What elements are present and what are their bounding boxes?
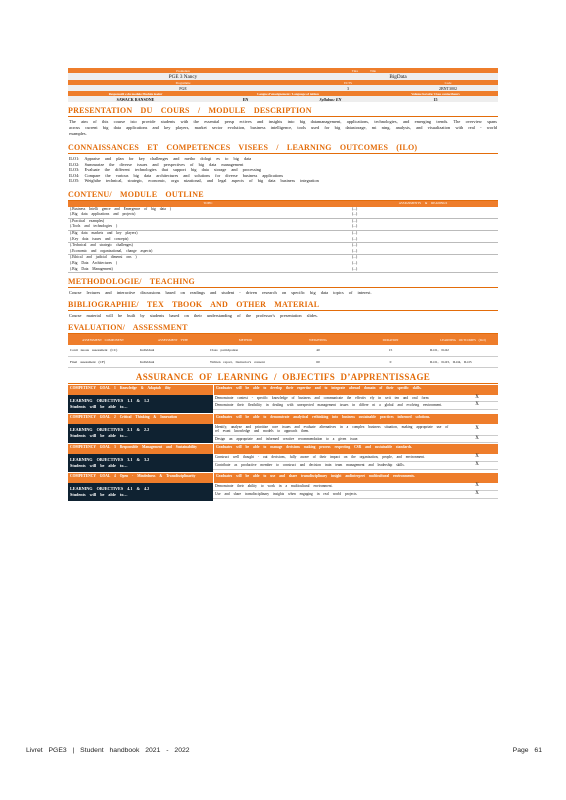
objective-text: Demonstrate their ability to work in a multicultural environment.: [215, 484, 333, 489]
outline-assignment: (...): [352, 248, 358, 253]
code-value: 2BNT3002: [439, 85, 457, 91]
outline-topic: (.Big data applications and projects): [70, 212, 136, 217]
outline-assignment: (...): [352, 230, 358, 235]
learning-objectives-block: [68, 424, 498, 444]
assessment-ilo: ILO1, ILO2: [428, 345, 498, 356]
students-able-to: Students will be able to…: [70, 492, 128, 498]
outline-topic: (.Ethical and judicial dimensi ons ): [70, 255, 137, 260]
outline-assignment: (...): [352, 243, 358, 248]
learning-objectives-block: [68, 483, 498, 501]
methodology-text: Course lectures and interactive discussions based on readings and student - driven research on specific big data topics of interest.: [69, 290, 372, 296]
objective-text: Design an appropriate and informed creative recommendation to a given issue.: [215, 436, 359, 441]
outline-topic: (.Business Intelli gence and Emergence of big data ): [70, 206, 172, 211]
ilo-item: ILO5: Weighthe technical, strategic, economic, orga nizational, and legal aspects of big data business integration: [69, 178, 319, 184]
evaluation-row: [68, 356, 498, 367]
code-label: Code: [444, 80, 452, 85]
objective-check-mark: X: [475, 483, 479, 489]
outline-topic: (.Economic and organizational, change aspects): [70, 248, 153, 253]
ects-value: 3: [347, 85, 349, 91]
competency-goal-title: COMPETENCY GOAL 2 Critical Thinking & Innovation: [68, 414, 213, 424]
component-header: ASSESSMENT COMPONENT: [68, 334, 138, 345]
objective-row: [213, 483, 498, 491]
objective-row: [213, 424, 498, 436]
presentation-text: The aim of this course isto provide students with the essential persp ectives and insights into big datamanagement, applications, technologies, and emerging trends. The overview spans across current big data applications and key players, market sector evolution, business intelligence, tools used for big datastorage, mi ning, analysis, and visualization with real - world examples.: [69, 119, 497, 136]
bibliography-heading: BIBLIOGRAPHIE/ TEX TBOOK AND OTHER MATERIAL: [68, 299, 498, 311]
learning-objectives-ids: LEARNING OBJECTIVES 4.1 & 4.2: [70, 486, 150, 492]
learning-objectives-block: [68, 395, 498, 413]
learning-objectives-label: [68, 454, 213, 472]
learning-objectives-label: [68, 395, 213, 413]
type-header: ASSESSMENT TYPE: [138, 334, 208, 345]
methodology-heading: METHODOLOGIE/ TEACHING: [68, 276, 498, 288]
assessment-component: Conti nuous assessment (CC): [68, 345, 138, 356]
syllabus-page: [68, 68, 498, 501]
outline-topic: (.Big Data Management): [70, 266, 113, 271]
outline-assignment: (...): [352, 255, 358, 260]
assessment-method: Written report, Instructor's consent: [208, 356, 283, 367]
assessment-method: Class participation: [208, 345, 283, 356]
topic-column-header: TOPIC: [68, 201, 348, 207]
objective-text: Demonstrate context - specific knowledge of business and communicate the effectiv ely in writ ten and oral form: [215, 395, 429, 400]
header-row-5: [68, 91, 498, 96]
objective-check-mark: X: [475, 454, 479, 460]
module-leader-label: Responsabl e du module Module leader: [108, 91, 163, 96]
learning-objectives-ids: LEARNING OBJECTIVES 3.1 & 3.2: [70, 457, 150, 463]
outline-assignment: (...): [352, 236, 358, 241]
learning-objectives-label: [68, 424, 213, 444]
outline-assignment: (...): [352, 206, 358, 211]
ilo-item: ILO4: Compare the various big data architectures and solutions for diverse business applications: [69, 172, 284, 178]
assessment-type: Individual: [138, 345, 208, 356]
objective-check-mark: X: [475, 425, 479, 431]
ilo-item: ILO3: Evaluate the different technologies that support big data storage and processing: [69, 167, 261, 173]
objective-text: Contribute as productive member to construct and decision train team management and leadership skills.: [215, 462, 405, 467]
students-able-to: Students will be able to…: [70, 403, 128, 409]
language-fr-value: EN: [242, 96, 249, 102]
evaluation-heading: EVALUATION/ ASSESSMENT: [68, 322, 498, 334]
outline-row: [68, 267, 498, 273]
objective-text: Use and share transdisciplinary insights when engaging in real world projects.: [215, 491, 358, 496]
objective-row: [213, 454, 498, 462]
method-header: METHOD: [208, 334, 283, 345]
contact-hours-label: Volume horaire/ Class contacthours: [411, 91, 460, 96]
syllabus-language-value: Syllabus: EN: [319, 96, 342, 102]
bibliography-text: Course material will be built by students based on their understanding of the professor's presentation slides.: [69, 313, 318, 319]
learning-objectives-label: [68, 483, 213, 501]
evaluation-table: [68, 334, 498, 368]
objective-check-mark: X: [475, 394, 479, 400]
promotion-value: PGE 3 Nancy: [168, 73, 198, 80]
ilo-list: [68, 154, 498, 186]
outline-assignment: (...): [352, 224, 358, 229]
objective-check-mark: X: [475, 490, 479, 496]
outline-table: [68, 201, 498, 273]
objective-row: [213, 402, 498, 410]
students-able-to: Students will be able to…: [70, 463, 128, 469]
header-row-6: [68, 96, 498, 102]
assurance-blocks: [68, 384, 498, 502]
objective-row: [213, 436, 498, 444]
weighting-header: WEIGHTING: [283, 334, 353, 345]
assignments-column-header: ASSIGNMENTS & READINGS: [348, 201, 498, 207]
presentation-heading: PRESENTATION DU COURS / MODULE DESCRIPTION: [68, 105, 498, 117]
outline-topic: (.Key data issues and concepts): [70, 236, 129, 241]
contact-hours-value: 15: [433, 96, 438, 102]
learning-objectives-block: [68, 454, 498, 472]
objective-text: Demonstrate their flexibility in dealing with unexpected management issues in differe nt a global and evolving environment.: [215, 403, 443, 408]
assessment-duration: 15: [353, 345, 428, 356]
outline-assignment: (...): [352, 212, 358, 217]
objective-check-mark: X: [475, 402, 479, 408]
objective-row: [213, 491, 498, 499]
module-leader-value: SAWACK RANSONE: [116, 96, 155, 102]
assessment-ilo: ILO1, ILO3, ILO4, ILO5: [428, 356, 498, 367]
learning-objectives-ids: LEARNING OBJECTIVES 1.1 & 1.2: [70, 397, 150, 403]
evaluation-header-row: [68, 334, 498, 345]
title-value: BigData: [389, 73, 407, 80]
ilo-heading: CONNAISSANCES ET COMPETENCES VISEES / LEARNING OUTCOMES (ILO): [68, 142, 498, 154]
assessment-type: Individual: [138, 356, 208, 367]
header-row-4: [68, 85, 498, 91]
outline-assignment: (...): [352, 218, 358, 223]
ilo-header: LEARNING OUTCOMES (ILO): [428, 334, 498, 345]
competency-goal-header: [68, 413, 498, 424]
assessment-weighting: 60: [283, 356, 353, 367]
objective-text: Identify, analyze and prioritize core issues and evaluate alternatives in a complex business situation, making appropriate use of rel evant knowledge and models to approach them.: [215, 424, 449, 434]
programme-value: PGE: [179, 85, 187, 91]
footer-handbook-label: Livret PGE3 | Student handbook 2021 - 2022: [26, 747, 190, 754]
competency-goal-description: Graduates will be able to use and share transdisciplinary insight andinterpret multicultural environments.: [213, 473, 498, 483]
objective-check-mark: X: [475, 461, 479, 467]
ilo-item: ILO1: Appraise and plan for key challenges and metho dologi es to big data: [69, 156, 252, 161]
language-label: Langue d’enseignement / Language of tuition: [257, 91, 319, 96]
page-footer: [26, 747, 542, 754]
outline-topic: (.Big data markets and key players): [70, 230, 138, 235]
header-row-3: [68, 80, 498, 85]
outline-topic: (.Practical examples): [70, 218, 105, 223]
outline-assignment: (...): [352, 260, 358, 265]
outline-topic: (.Tools and technologies ): [70, 224, 118, 229]
learning-objectives-ids: LEARNING OBJECTIVES 2.1 & 2.2: [70, 427, 150, 433]
outline-assignment: (...): [352, 266, 358, 271]
competency-goal-description: Graduates will be able to demonstrate analytical rethinking into business sustainable practices informed solutions.: [213, 414, 498, 424]
students-able-to: Students will be able to…: [70, 433, 128, 439]
objective-row: [213, 462, 498, 470]
programme-label: Programme: [175, 80, 191, 85]
assessment-component: Final assessment (CF): [68, 356, 138, 367]
competency-goal-title: COMPETENCY GOAL 3 Responsible Management and Sustainability: [68, 444, 213, 454]
objective-check-mark: X: [475, 435, 479, 441]
objective-text: Construct well thought - out decisions, fully aware of their impact on the organization, people, and environment.: [215, 455, 425, 460]
assessment-duration: 0: [353, 356, 428, 367]
assurance-heading: ASSURANCE OF LEARNING / OBJECTIFS D’APPRENTISSAGE: [68, 372, 498, 384]
objective-row: [213, 395, 498, 403]
title-label: Title: [370, 68, 376, 73]
outline-topic: (.Technical and strategic challenges): [70, 243, 133, 248]
promotion-label: Promotion: [176, 68, 190, 73]
ilo-item: ILO2: Summarize the diverse issues and perspectives of big data management: [69, 161, 244, 167]
competency-goal-header: [68, 384, 498, 395]
assessment-weighting: 40: [283, 345, 353, 356]
titre-label: Titre: [351, 68, 358, 73]
footer-page-number: Page 61: [512, 747, 542, 754]
competency-goal-header: [68, 472, 498, 483]
competency-goal-description: Graduates will be able to develop their expertise and to integrate abroad domain of their specific skills.: [213, 385, 498, 395]
competency-goal-header: [68, 443, 498, 454]
outline-heading: CONTENU/ MODULE OUTLINE: [68, 189, 498, 201]
competency-goal-title: COMPETENCY GOAL 4 Open - Mindedness & Transdisciplinarity: [68, 473, 213, 483]
outline-topic: (.Big Data Architectures ): [70, 260, 118, 265]
ects-label: ECTS: [344, 80, 352, 85]
competency-goal-description: Graduates will be able to manage decisions making process respecting CSR and sustainable standards.: [213, 444, 498, 454]
header-row-2: [68, 73, 498, 80]
competency-goal-title: COMPETENCY GOAL 1 Knowledge & Adaptab ility: [68, 385, 213, 395]
duration-header: DURATION: [353, 334, 428, 345]
evaluation-row: [68, 345, 498, 356]
